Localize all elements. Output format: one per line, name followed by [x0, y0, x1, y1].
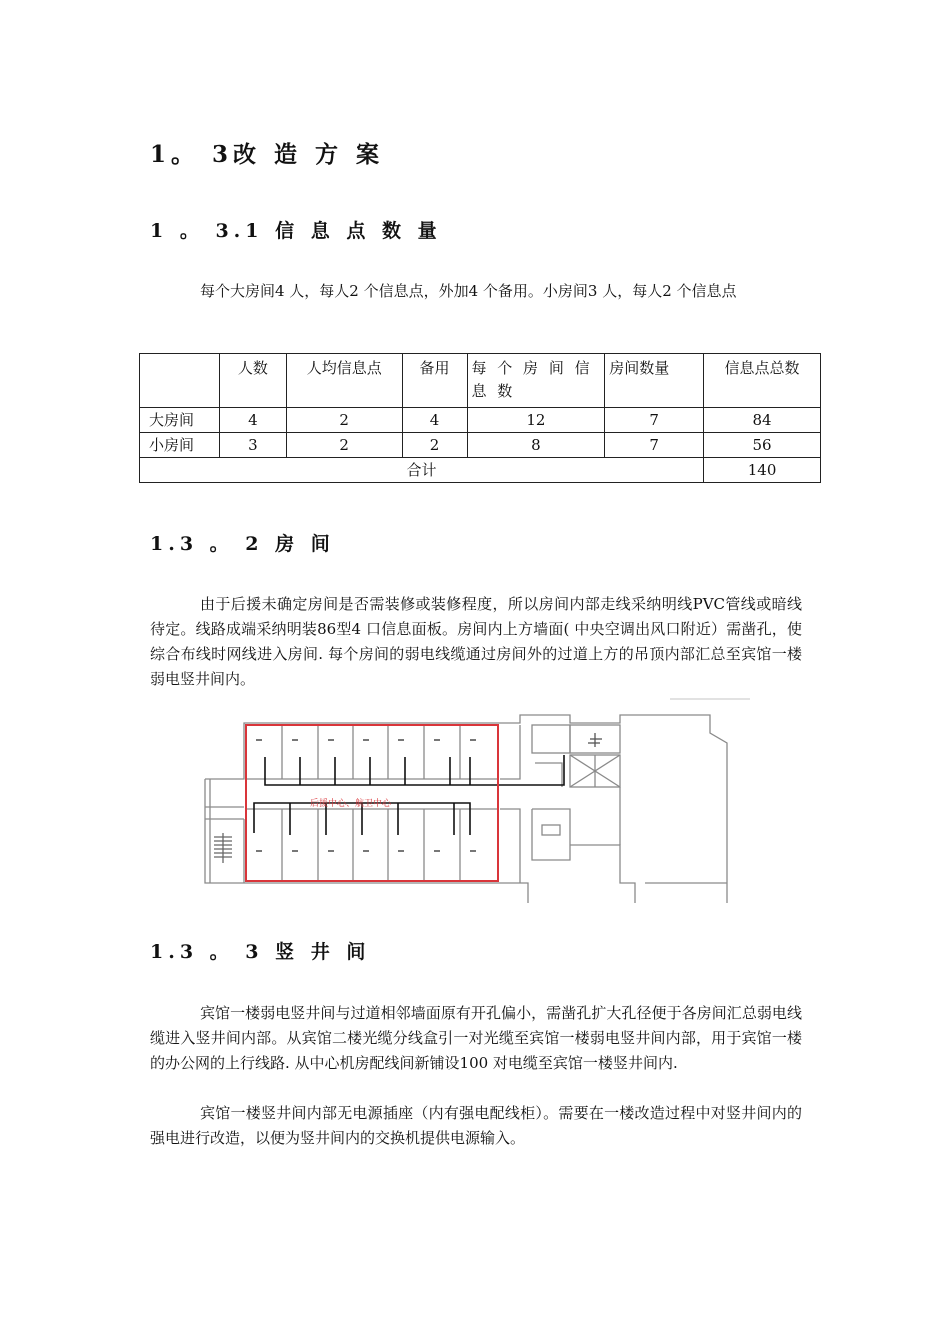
table-row: [140, 408, 821, 433]
section-heading-info-points: 1 。 3.1 信 息 点 数 量: [150, 220, 442, 242]
table-cell: 2: [286, 408, 402, 433]
table-cell: 84: [704, 408, 821, 433]
table-header-cell: 房间数量: [605, 354, 704, 408]
table-cell: 3: [219, 433, 286, 458]
main-heading: 1。 3改 造 方 案: [150, 141, 385, 168]
floor-plan-label: 后援中心、航卫中心: [310, 799, 392, 809]
table-header-cell: 备用: [402, 354, 467, 408]
table-cell: 2: [286, 433, 402, 458]
table-total-row: [140, 458, 821, 483]
section-heading-shaft: 1.3 。 3 竖 井 间: [150, 941, 371, 963]
floor-plan-image: [190, 695, 755, 905]
table-cell: 7: [605, 433, 704, 458]
section-heading-rooms: 1.3 。 2 房 间: [150, 533, 335, 555]
table-header-cell: 人数: [219, 354, 286, 408]
table-header-cell: [140, 354, 220, 408]
table-total-label: 合计: [140, 458, 704, 483]
table-cell: 大房间: [140, 408, 220, 433]
table-header-cell: 每 个 房 间 信 息 数: [467, 354, 605, 408]
rooms-paragraph: 由于后援未确定房间是否需装修或装修程度，所以房间内部走线采纳明线PVC管线或暗线待定。线路成端采纳明装86型4 口信息面板。房间内上方墙面( 中央空调出风口附近）需凿孔，使综合布线时网线进入房间. 每个房间的弱电线缆通过房间外的过道上方的吊顶内部汇总至宾馆一楼弱电竖井间内。: [150, 595, 802, 688]
table-header-row: [140, 354, 821, 408]
shaft-paragraph-1: 宾馆一楼弱电竖井间与过道相邻墙面原有开孔偏小，需凿孔扩大孔径便于各房间汇总弱电线缆进入竖井间内部。从宾馆二楼光缆分线盒引一对光缆至宾馆一楼弱电竖井间内部，用于宾馆一楼的办公网的上行线路. 从中心机房配线间新铺设100 对电缆至宾馆一楼竖井间内.: [150, 1004, 802, 1072]
info-points-paragraph: 每个大房间4 人，每人2 个信息点，外加4 个备用。小房间3 人，每人2 个信息点: [200, 282, 737, 300]
shaft-paragraph-2: 宾馆一楼竖井间内部无电源插座（内有强电配线柜）。需要在一楼改造过程中对竖井间内的强电进行改造，以便为竖井间内的交换机提供电源输入。: [150, 1104, 802, 1147]
table-cell: 4: [402, 408, 467, 433]
table-cell: 12: [467, 408, 605, 433]
table-total-value: 140: [704, 458, 821, 483]
table-cell: 7: [605, 408, 704, 433]
table-row: [140, 433, 821, 458]
table-cell: 56: [704, 433, 821, 458]
table-cell: 8: [467, 433, 605, 458]
table-cell: 4: [219, 408, 286, 433]
info-points-table: [139, 353, 821, 483]
table-cell: 小房间: [140, 433, 220, 458]
table-header-cell: 信息点总数: [704, 354, 821, 408]
table-header-cell: 人均信息点: [286, 354, 402, 408]
table-cell: 2: [402, 433, 467, 458]
